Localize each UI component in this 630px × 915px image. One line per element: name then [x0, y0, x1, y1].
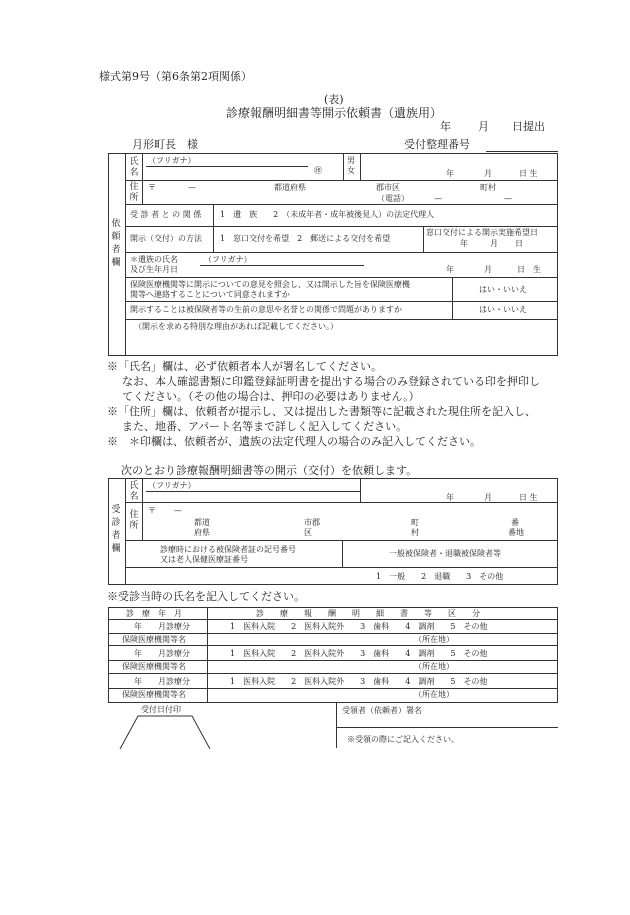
request-statement: 次のとおり診療報酬明細書等の開示（交付）を依頼します。	[121, 464, 418, 477]
window-date-label: 窓口交付による開示実施希望日	[426, 228, 538, 237]
note-1-line-3: てください。（その他の場合は、押印の必要はありません。）	[122, 390, 420, 403]
furigana-label: （フリガナ）	[148, 156, 196, 165]
phone-dash-1: —	[434, 194, 442, 203]
method-label: 開示（交付）の方法	[130, 234, 202, 243]
receiver-signature-field[interactable]	[336, 727, 558, 728]
birth-year: 年	[446, 169, 454, 178]
row-2-category-options[interactable]: 1 医科入院 2 医科入院外 3 歯科 4 調剤 5 その他	[230, 649, 488, 658]
row-3-year-month[interactable]: 年 月診療分	[134, 677, 190, 686]
form-side: (表)	[324, 93, 344, 106]
form-number: 様式第9号（第6条第2項関係）	[99, 70, 252, 83]
patient-birth-month: 月	[484, 493, 492, 502]
postal-dash: —	[188, 183, 196, 192]
row-2-institution-label: 保険医療機関等名	[122, 662, 186, 671]
bereaved-year: 年	[446, 265, 454, 274]
note-2-line-2: また、地番、アパート名等まで詳しく記入してください。	[122, 420, 408, 433]
note-3: ※ ＊印欄は、依頼者が、遺族の法定代理人の場合のみ記入してください。	[107, 435, 481, 448]
bereaved-furigana: （フリガナ）	[204, 255, 252, 264]
postal-mark: 〒	[148, 183, 156, 192]
prefecture-label: 都道府県	[274, 183, 306, 192]
honor-question: 開示することは被保険者等の生前の意思や名誉との関係で問題がありますか	[130, 305, 402, 314]
relation-label: 受 診 者 と の 関 係	[130, 210, 202, 219]
row-2-year-month[interactable]: 年 月診療分	[134, 649, 190, 658]
ban-label-2: 番地	[508, 528, 524, 537]
note-2: ※「住所」欄は、依頼者が提示し、又は提出した書類等に記載された現住所を記入し、	[107, 405, 536, 418]
consent-question-line-2: 関等へ連絡することについて同意されますか	[130, 290, 290, 299]
row-2-location-label: （所在地）	[414, 662, 454, 671]
insured-type-options[interactable]: 1 一般 2 退職 3 その他	[376, 572, 504, 581]
patient-section-label: 受 診 者 欄	[111, 505, 121, 555]
patient-name-label: 氏 名	[129, 481, 139, 503]
row-3-category-options[interactable]: 1 医科入院 2 医科入院外 3 歯科 4 調剤 5 その他	[230, 677, 488, 686]
consent-question-line-1: 保険医療機関等に開示についての意見を照会し、又は開示した旨を保険医療機	[130, 280, 410, 289]
patient-address-label: 住 所	[129, 510, 139, 532]
receipt-number-field[interactable]	[486, 151, 558, 152]
date-submit: 日提出	[512, 120, 545, 133]
phone-dash-2: —	[504, 194, 512, 203]
row-3-location-label: （所在地）	[414, 690, 454, 699]
city-label: 郡市区	[376, 183, 400, 192]
row-1-category-options[interactable]: 1 医科入院 2 医科入院外 3 歯科 4 調剤 5 その他	[230, 622, 488, 631]
patient-postal-mark: 〒	[148, 506, 156, 515]
city-label-1: 市郡	[304, 518, 320, 527]
row-1-year-month[interactable]: 年 月診療分	[134, 622, 190, 631]
gender-options[interactable]: 男 女	[347, 156, 355, 175]
insurance-number-line-1: 診療時における被保険者証の記号番号	[160, 545, 296, 554]
reception-stamp-label: 受付日付印	[141, 705, 181, 714]
insured-type-label: 一般被保険者・退職被保険者等	[389, 549, 501, 558]
page-title: 診療報酬明細書等開示依頼書（遺族用）	[226, 106, 443, 120]
row-1-location-label: （所在地）	[414, 635, 454, 644]
addressee: 月形町長 様	[132, 138, 198, 151]
patient-postal-dash: —	[174, 506, 182, 515]
address-label: 住 所	[129, 182, 139, 204]
honor-answer[interactable]: はい・いいえ	[479, 305, 527, 314]
patient-birth-day: 日 生	[519, 493, 538, 502]
ban-label-1: 番	[511, 518, 519, 527]
birth-month: 月	[484, 169, 492, 178]
town-label: 町村	[480, 183, 496, 192]
col-header-category: 診 療 報 酬 明 細 書 等 区 分	[256, 609, 480, 618]
pref-label-1: 都道	[194, 518, 210, 527]
window-month: 月	[490, 239, 498, 248]
birth-day: 日 生	[519, 169, 538, 178]
pref-label-2: 府県	[194, 528, 210, 537]
receipt-number-label: 受付整理番号	[404, 138, 470, 151]
name-label: 氏 名	[129, 157, 139, 179]
reception-stamp-area	[118, 714, 214, 750]
bereaved-birth-label: 及び生年月日	[130, 265, 178, 274]
method-options[interactable]: 1 窓口交付を希望 2 郵送による交付を希望	[220, 234, 391, 243]
window-day: 日	[515, 239, 523, 248]
requester-section-label: 依 頼 者 欄	[111, 219, 121, 269]
insurance-number-line-2: 又は老人保健医療証番号	[160, 555, 248, 564]
row-1-institution-label: 保険医療機関等名	[122, 635, 186, 644]
bereaved-name-label: ＊遺族の氏名	[130, 255, 178, 264]
col-header-year-month: 診 療 年 月	[126, 609, 182, 618]
consent-answer[interactable]: はい・いいえ	[479, 285, 527, 294]
patient-birth-year: 年	[446, 493, 454, 502]
receiver-signature-label: 受領者（依頼者）署名	[342, 706, 422, 715]
window-year: 年	[460, 239, 468, 248]
patient-furigana: （フリガナ）	[148, 481, 196, 490]
visit-name-note: ※受診当時の氏名を記入してください。	[107, 590, 305, 603]
date-month: 月	[478, 120, 489, 133]
bereaved-month: 月	[484, 265, 492, 274]
relation-options[interactable]: 1 遺 族 2 （未成年者・成年被後見人）の法定代理人	[220, 210, 435, 219]
bereaved-day: 日 生	[517, 265, 541, 274]
town-label-1: 町	[411, 518, 419, 527]
town-label-2: 村	[411, 528, 419, 537]
date-year: 年	[440, 120, 451, 133]
reason-label: （開示を求める特別な理由があれば記載してください。）	[134, 322, 338, 331]
city-label-2: 区	[304, 528, 312, 537]
seal-mark: ㊞	[314, 166, 322, 175]
row-3-institution-label: 保険医療機関等名	[122, 690, 186, 699]
note-1-line-2: なお、本人確認書類に印鑑登録証明書を提出する場合のみ登録されている印を押印し	[122, 375, 540, 388]
receiver-note: ※受領の際にご記入ください。	[347, 735, 459, 744]
note-1: ※「氏名」欄は、必ず依頼者本人が署名してください。	[107, 360, 382, 373]
phone-label: （電話）	[377, 194, 409, 203]
